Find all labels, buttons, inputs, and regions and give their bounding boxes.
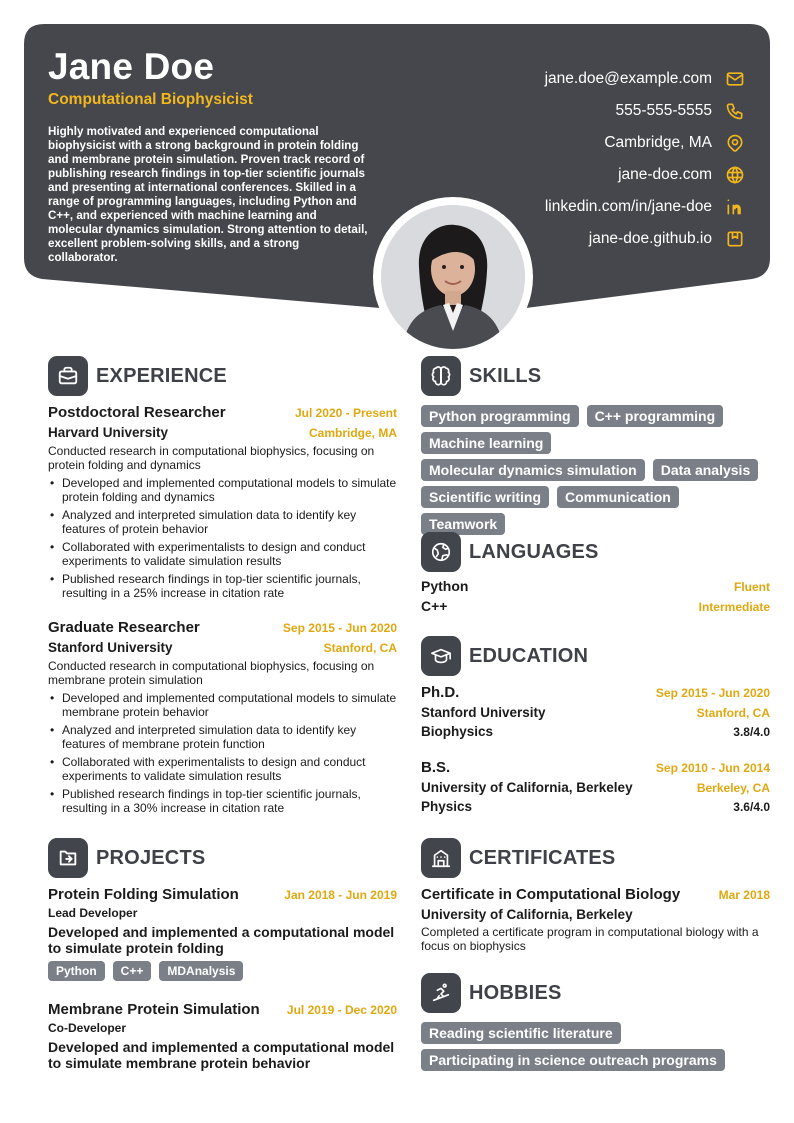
contact-github-text[interactable]: jane-doe.github.io xyxy=(588,230,712,247)
job-bullets xyxy=(48,691,397,815)
bullet: • Analyzed and interpreted simulation data to identify key features of protein behavior xyxy=(48,508,397,536)
experience-item xyxy=(48,619,397,819)
project-date: Jan 2018 - Jun 2019 xyxy=(284,888,397,902)
bullet: • Published research findings in top-tier scientific journals, resulting in a 30% increase in citation rate xyxy=(48,787,397,815)
job-date: Jul 2020 - Present xyxy=(294,406,397,420)
project-name: Protein Folding Simulation xyxy=(48,886,239,903)
project-date: Jul 2019 - Dec 2020 xyxy=(286,1003,397,1017)
phone-icon xyxy=(724,100,746,122)
language-row xyxy=(421,578,770,598)
education-title: EDUCATION xyxy=(469,644,589,667)
job-bullets xyxy=(48,476,397,600)
hobbies-section-header xyxy=(421,973,562,1013)
experience-section-header xyxy=(48,356,227,396)
projects-title: PROJECTS xyxy=(96,846,206,869)
contact-website-text[interactable]: jane-doe.com xyxy=(618,166,712,183)
project-item xyxy=(48,1001,397,1071)
education-item xyxy=(421,684,770,739)
job-org: Stanford University xyxy=(48,640,173,655)
graduation-cap-icon xyxy=(421,636,461,676)
experience-item xyxy=(48,404,397,604)
job-date: Sep 2015 - Jun 2020 xyxy=(282,621,397,635)
contact-location xyxy=(416,127,746,159)
school-location: Stanford, CA xyxy=(696,706,770,720)
project-description: Developed and implemented a computational model to simulate protein folding xyxy=(48,924,395,956)
contact-website[interactable] xyxy=(416,159,746,191)
skill-tag: Teamwork xyxy=(421,513,505,535)
profile-photo xyxy=(381,205,525,349)
candidate-name: Jane Doe xyxy=(48,46,215,87)
certificate-item xyxy=(421,886,770,953)
job-location: Cambridge, MA xyxy=(308,426,397,440)
languages-section-header xyxy=(421,532,599,572)
job-description: Conducted research in computational biophysics, focusing on membrane protein simulation xyxy=(48,659,375,687)
certificates-title: CERTIFICATES xyxy=(469,846,616,869)
language-name: Python xyxy=(421,578,469,594)
project-item xyxy=(48,886,397,986)
language-level: Intermediate xyxy=(698,600,770,614)
language-level: Fluent xyxy=(734,580,770,594)
contact-location-text: Cambridge, MA xyxy=(604,134,712,151)
project-tags xyxy=(48,961,397,986)
summary: Highly motivated and experienced computational biophysicist with a strong background in protein folding and membrane protein simulation. Proven track record of publishing research findings in top-tier scientific journals and presenting at international conferences. Skilled in a range of programming languages, including Python and C++, and experienced with machine learning and molecular dynamics simulation. Strong attention to detail, excellent problem-solving skills, and a strong collaborator. xyxy=(48,125,368,264)
briefcase-icon xyxy=(48,356,88,396)
project-name: Membrane Protein Simulation xyxy=(48,1001,260,1018)
contact-email[interactable] xyxy=(416,63,746,95)
skill-tag: Machine learning xyxy=(421,432,551,454)
experience-title: EXPERIENCE xyxy=(96,364,227,387)
field-of-study: Biophysics xyxy=(421,724,494,739)
projects-section-header xyxy=(48,838,205,878)
project-tag: C++ xyxy=(113,961,152,981)
contact-phone-text[interactable]: 555-555-5555 xyxy=(615,102,712,119)
project-description: Developed and implemented a computational model to simulate membrane protein behavior xyxy=(48,1039,395,1071)
certificate-issuer: University of California, Berkeley xyxy=(421,907,633,922)
building-icon xyxy=(421,838,461,878)
job-role: Graduate Researcher xyxy=(48,619,200,636)
bookmark-icon xyxy=(724,228,746,250)
education-item xyxy=(421,759,770,814)
degree: B.S. xyxy=(421,759,451,776)
skills-title: SKILLS xyxy=(469,364,542,387)
degree: Ph.D. xyxy=(421,684,460,701)
gpa: 3.8/4.0 xyxy=(733,725,770,739)
certificate-description: Completed a certificate program in computational biology with a focus on biophysics xyxy=(421,925,759,953)
skill-tag: Communication xyxy=(557,486,679,508)
field-of-study: Physics xyxy=(421,799,473,814)
gpa: 3.6/4.0 xyxy=(733,800,770,814)
skills-list xyxy=(421,405,771,540)
project-tag: Python xyxy=(48,961,105,981)
skill-tag: Data analysis xyxy=(653,459,759,481)
project-role: Lead Developer xyxy=(48,906,138,920)
globe-icon xyxy=(724,164,746,186)
language-name: C++ xyxy=(421,598,448,614)
hobbies-list xyxy=(421,1022,770,1076)
job-org: Harvard University xyxy=(48,425,169,440)
job-description: Conducted research in computational biophysics, focusing on protein folding and dynamics xyxy=(48,444,375,472)
skills-section-header xyxy=(421,356,541,396)
school: Stanford University xyxy=(421,705,546,720)
education-date: Sep 2015 - Jun 2020 xyxy=(655,686,770,700)
hobby-tag: Participating in science outreach programs xyxy=(421,1049,725,1071)
certificate-date: Mar 2018 xyxy=(718,888,770,902)
contact-linkedin-text[interactable]: linkedin.com/in/jane-doe xyxy=(544,198,712,215)
folder-icon xyxy=(48,838,88,878)
hobbies-title: HOBBIES xyxy=(469,981,562,1004)
languages-title: LANGUAGES xyxy=(469,540,599,563)
skiing-icon xyxy=(421,973,461,1013)
linkedin-icon xyxy=(724,196,746,218)
skill-tag: Molecular dynamics simulation xyxy=(421,459,645,481)
bullet: • Published research findings in top-tier scientific journals, resulting in a 25% increase in citation rate xyxy=(48,572,397,600)
project-role: Co-Developer xyxy=(48,1021,127,1035)
bullet: • Collaborated with experimentalists to design and conduct experiments to validate simulation results xyxy=(48,755,397,783)
mail-icon xyxy=(724,68,746,90)
bullet: • Developed and implemented computational models to simulate protein folding and dynamics xyxy=(48,476,397,504)
contact-phone[interactable] xyxy=(416,95,746,127)
candidate-title: Computational Biophysicist xyxy=(48,91,253,108)
certificate-name: Certificate in Computational Biology xyxy=(421,886,681,903)
job-role: Postdoctoral Researcher xyxy=(48,404,226,421)
languages-list xyxy=(421,578,770,618)
bullet: • Developed and implemented computational models to simulate membrane protein behavior xyxy=(48,691,397,719)
brain-icon xyxy=(421,356,461,396)
language-row xyxy=(421,598,770,618)
skill-tag: Scientific writing xyxy=(421,486,549,508)
bullet: • Collaborated with experimentalists to design and conduct experiments to validate simulation results xyxy=(48,540,397,568)
location-pin-icon xyxy=(724,132,746,154)
project-tag: MDAnalysis xyxy=(159,961,243,981)
bullet: • Analyzed and interpreted simulation data to identify key features of membrane protein function xyxy=(48,723,397,751)
certificates-section-header xyxy=(421,838,615,878)
job-location: Stanford, CA xyxy=(323,641,397,655)
school: University of California, Berkeley xyxy=(421,780,633,795)
hobby-tag: Reading scientific literature xyxy=(421,1022,621,1044)
education-date: Sep 2010 - Jun 2014 xyxy=(655,761,770,775)
education-section-header xyxy=(421,636,588,676)
translate-icon xyxy=(421,532,461,572)
contact-email-text[interactable]: jane.doe@example.com xyxy=(544,70,712,87)
skill-tag: Python programming xyxy=(421,405,579,427)
school-location: Berkeley, CA xyxy=(696,781,770,795)
skill-tag: C++ programming xyxy=(587,405,724,427)
